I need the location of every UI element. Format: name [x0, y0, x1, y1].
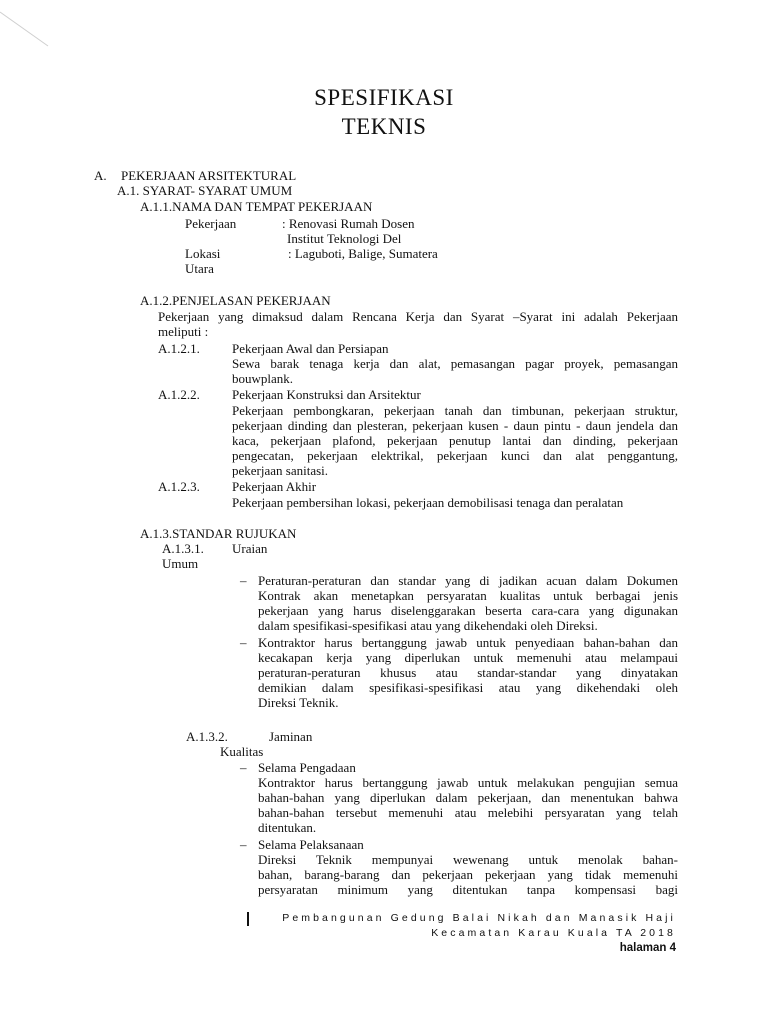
footer-divider-bar [247, 912, 249, 926]
section-a-number: A. [94, 168, 107, 183]
sub-bullet-title: Selama Pelaksanaan [258, 837, 364, 852]
a132-number: A.1.3.2. [186, 729, 228, 744]
bullet-line: pekerjaan yang harus diselenggarakan beserta cara-cara yang digunakan [258, 603, 678, 618]
item-a122-line: pengecatan, pekerjaan elektrikal, pekerjaan kunci dan alat penggantung, [232, 448, 678, 463]
section-a-heading: PEKERJAAN ARSITEKTURAL [121, 168, 297, 183]
bullet-line: Kontrak akan menetapkan persyaratan kualitas untuk berbagai jenis [258, 588, 678, 603]
lokasi-value-line2: Utara [185, 261, 214, 276]
footer-project-line1: Pembangunan Gedung Balai Nikah dan Manasik Haji [282, 912, 676, 924]
item-a123-line: Pekerjaan pembersihan lokasi, pekerjaan demobilisasi tenaga dan peralatan [232, 495, 624, 510]
section-a11-heading: A.1.1.NAMA DAN TEMPAT PEKERJAAN [140, 199, 373, 214]
item-a121-number: A.1.2.1. [158, 341, 200, 356]
item-a123-number: A.1.2.3. [158, 479, 200, 494]
bullet-line: peraturan-peraturan khusus atau standar-standar yang dinyatakan [258, 665, 678, 680]
section-a12-heading: A.1.2.PENJELASAN PEKERJAAN [140, 293, 331, 308]
item-a121-title: Pekerjaan Awal dan Persiapan [232, 341, 389, 356]
sub-bullet-line: Direksi Teknik mempunyai wewenang untuk menolak bahan- [258, 852, 678, 867]
lokasi-value: : Laguboti, Balige, Sumatera [288, 246, 438, 261]
a131-title: Uraian [232, 541, 268, 556]
sub-bullet-line: Kontraktor harus bertanggung jawab untuk melakukan pengujian semua [258, 775, 678, 790]
a12-intro-line1: Pekerjaan yang dimaksud dalam Rencana Kerja dan Syarat –Syarat ini adalah Pekerjaan [158, 309, 678, 324]
a131-title-line2: Umum [162, 556, 199, 571]
lokasi-label: Lokasi [185, 246, 221, 261]
bullet-line: Direksi Teknik. [258, 695, 339, 710]
a132-title: Jaminan [269, 729, 313, 744]
section-a1-heading: A.1. SYARAT- SYARAT UMUM [117, 183, 293, 198]
item-a121-line: Sewa barak tenaga kerja dan alat, pemasangan pagar proyek, pemasangan [232, 356, 678, 371]
sub-bullet-dash: – [240, 760, 247, 775]
bullet-dash: – [240, 573, 247, 588]
item-a122-number: A.1.2.2. [158, 387, 200, 402]
footer-project-line2: Kecamatan Karau Kuala TA 2018 [431, 927, 676, 939]
bullet-line: demikian dalam spesifikasi-spesifikasi atau yang dikehendaki oleh [258, 680, 678, 695]
item-a122-line: pekerjaan sanitasi. [232, 463, 329, 478]
item-a122-title: Pekerjaan Konstruksi dan Arsitektur [232, 387, 421, 402]
page-number: halaman 4 [619, 942, 676, 954]
item-a122-line: pekerjaan dinding dan plesteran, pekerjaan kusen - daun pintu - daun jendela dan [232, 418, 678, 433]
a131-number: A.1.3.1. [162, 541, 204, 556]
sub-bullet-line: bahan-bahan tersebut memenuhi atau melebihi persyaratan yang telah [258, 805, 678, 820]
item-a122-line: kaca, pekerjaan plafond, pekerjaan penutup lantai dan dinding, pekerjaan [232, 433, 678, 448]
bullet-line: Peraturan-peraturan dan standar yang di jadikan acuan dalam Dokumen [258, 573, 678, 588]
sub-bullet-line: bahan-bahan yang diperlukan dalam pekerjaan, dan menentukan bahwa [258, 790, 678, 805]
a132-title-line2: Kualitas [220, 744, 264, 759]
item-a121-line: bouwplank. [232, 371, 294, 386]
item-a123-title: Pekerjaan Akhir [232, 479, 317, 494]
sub-bullet-line: persyaratan minimum yang ditentukan tanpa kompensasi bagi [258, 882, 678, 897]
bullet-line: dalam spesifikasi-spesifikasi atau yang dikehendaki oleh Direksi. [258, 618, 598, 633]
pekerjaan-label: Pekerjaan [185, 216, 237, 231]
item-a122-line: Pekerjaan pembongkaran, pekerjaan tanah dan timbunan, pekerjaan struktur, [232, 403, 678, 418]
page-corner-fold [0, 0, 60, 60]
bullet-dash: – [240, 635, 247, 650]
bullet-line: Kontraktor harus bertanggung jawab untuk penyediaan bahan-bahan dan [258, 635, 678, 650]
sub-bullet-line: bahan, barang-barang dan pekerjaan pekerjaan yang tidak memenuhi [258, 867, 678, 882]
document-title-line1: SPESIFIKASI [314, 85, 454, 110]
pekerjaan-value: : Renovasi Rumah Dosen [282, 216, 415, 231]
sub-bullet-title: Selama Pengadaan [258, 760, 356, 775]
sub-bullet-dash: – [240, 837, 247, 852]
sub-bullet-line: ditentukan. [258, 820, 317, 835]
section-a13-heading: A.1.3.STANDAR RUJUKAN [140, 526, 297, 541]
bullet-line: kecakapan kerja yang diperlukan untuk memenuhi atau melampaui [258, 650, 678, 665]
document-title-line2: TEKNIS [341, 114, 427, 139]
pekerjaan-value-line2: Institut Teknologi Del [287, 231, 402, 246]
a12-intro-line2: meliputi : [158, 324, 209, 339]
